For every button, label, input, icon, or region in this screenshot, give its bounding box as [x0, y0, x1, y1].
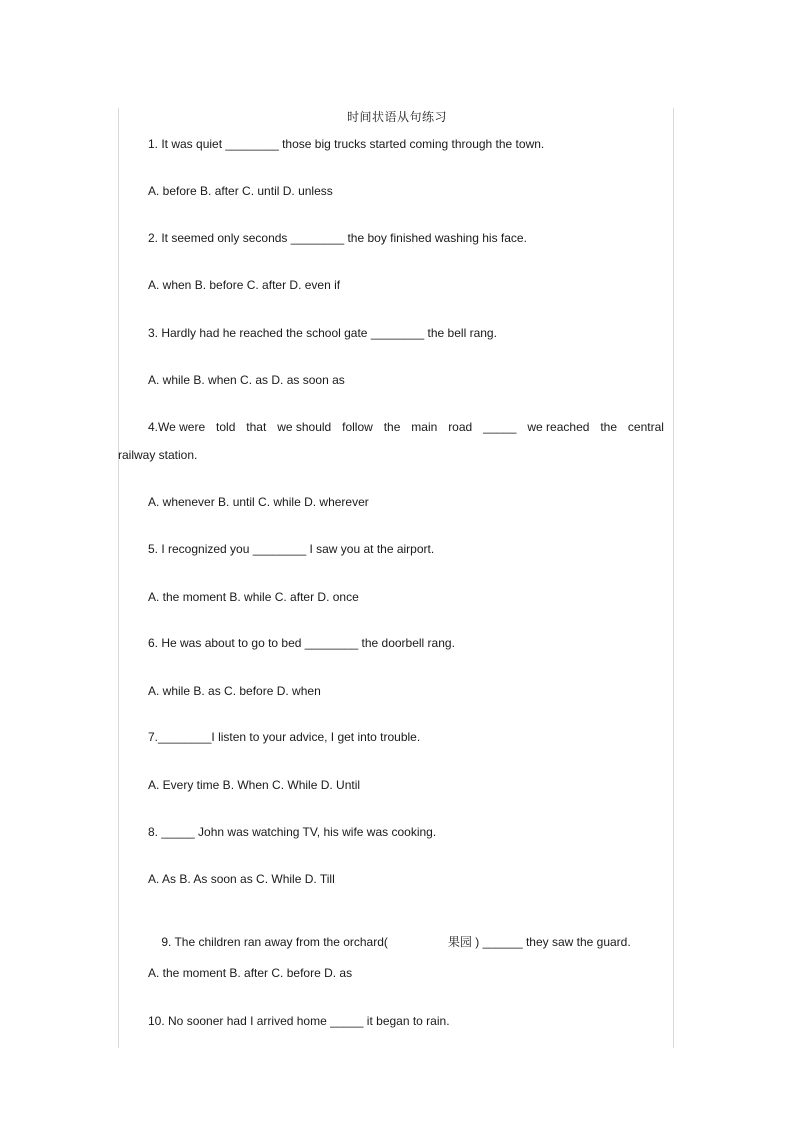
question-4-word: follow [342, 420, 373, 434]
options-4: A. whenever B. until C. while D. wherever [148, 495, 369, 509]
question-4-word: _____ [483, 420, 517, 434]
options-3: A. while B. when C. as D. as soon as [148, 373, 345, 387]
question-8: 8. _____ John was watching TV, his wife was cooking. [148, 825, 437, 839]
options-8: A. As B. As soon as C. While D. Till [148, 872, 335, 886]
question-1: 1. It was quiet ________ those big trucks started coming through the town. [148, 137, 545, 151]
question-2: 2. It seemed only seconds ________ the boy finished washing his face. [148, 231, 527, 245]
question-4-word: the [600, 420, 617, 434]
options-9: A. the moment B. after C. before D. as [148, 966, 353, 980]
question-9-part-1: 9. The children ran away from the orchard( [161, 935, 388, 949]
question-3: 3. Hardly had he reached the school gate ________ the bell rang. [148, 326, 497, 340]
question-4-word: we reached [527, 420, 590, 434]
question-7: 7.________I listen to your advice, I get into trouble. [148, 730, 421, 744]
page-title: 时间状语从句练习 [346, 110, 447, 124]
left-margin-rule [118, 108, 119, 1048]
question-4 [148, 420, 664, 434]
options-5: A. the moment B. while C. after D. once [148, 590, 359, 604]
question-5: 5. I recognized you ________ I saw you at the airport. [148, 542, 435, 556]
question-6: 6. He was about to go to bed ________ the doorbell rang. [148, 636, 455, 650]
question-4-word: told [216, 420, 236, 434]
question-4-word: that [246, 420, 267, 434]
question-4-word: central [627, 420, 664, 434]
options-2: A. when B. before C. after D. even if [148, 278, 341, 292]
question-4-word: main [411, 420, 438, 434]
question-4-word: road [448, 420, 473, 434]
right-margin-rule [673, 108, 674, 1048]
options-6: A. while B. as C. before D. when [148, 684, 321, 698]
question-4-continuation: railway station. [118, 448, 198, 462]
question-9-part-2: 果园 ) ______ they saw the guard. [447, 935, 631, 949]
question-4-word: the [383, 420, 401, 434]
question-10: 10. No sooner had I arrived home _____ it began to rain. [148, 1014, 450, 1028]
question-9 [148, 919, 631, 964]
options-7: A. Every time B. When C. While D. Until [148, 778, 361, 792]
question-4-word: 4.We were [148, 420, 206, 434]
question-4-word: we should [277, 420, 332, 434]
options-1: A. before B. after C. until D. unless [148, 184, 333, 198]
